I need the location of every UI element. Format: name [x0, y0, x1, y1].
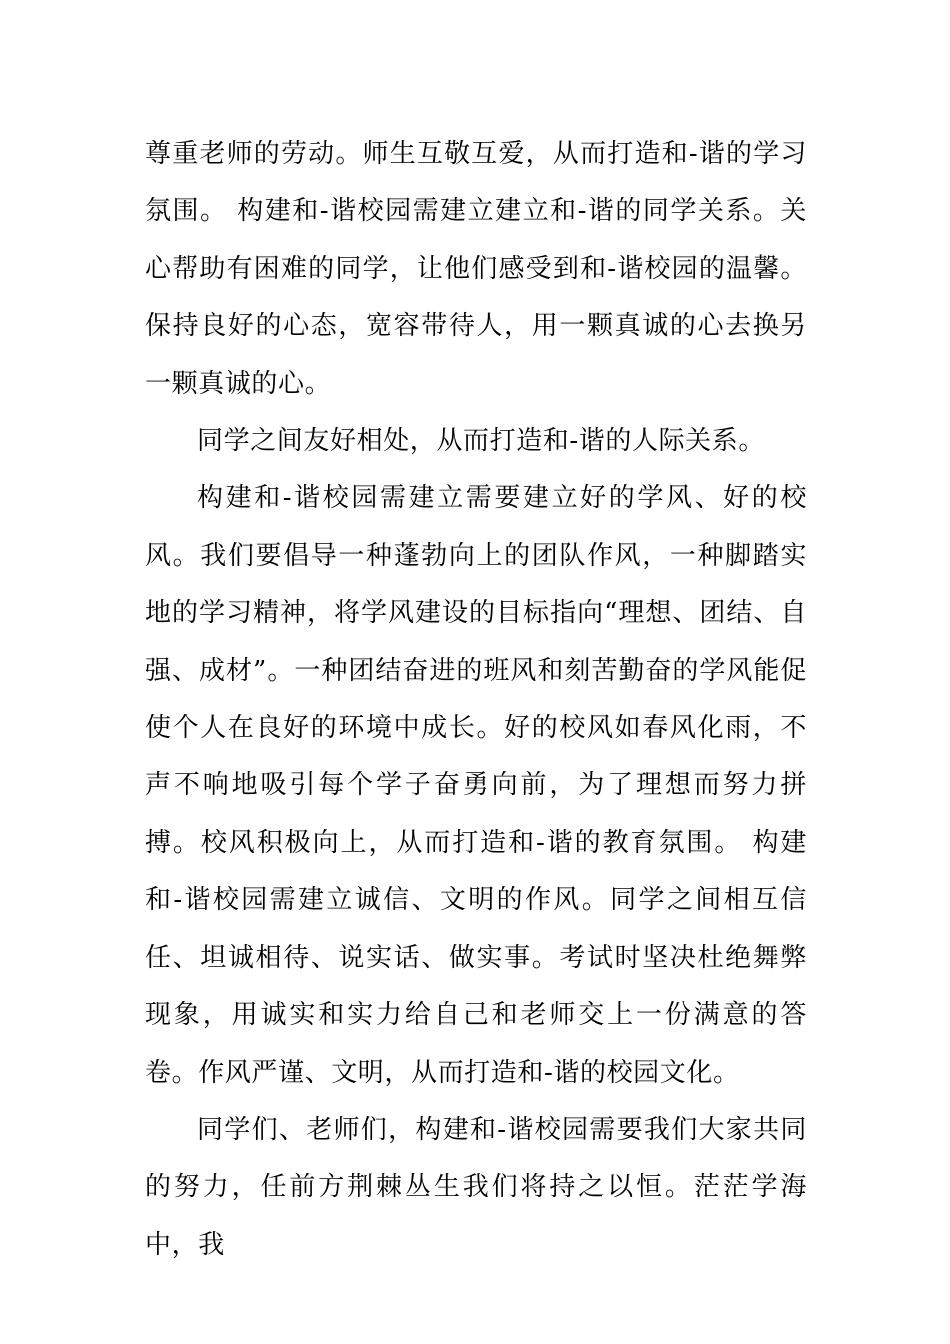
- paragraph-4: 同学们、老师们，构建和-谐校园需要我们大家共同的努力，任前方荆棘丛生我们将持之以恒。茫茫学海中，我: [145, 1114, 807, 1260]
- paragraph-3: 构建和-谐校园需建立需要建立好的学风、好的校风。我们要倡导一种蓬勃向上的团队作风，一种脚踏实地的学习精神，将学风建设的目标指向“理想、团结、自强、成材”。一种团结奋进的班风和刻苦勤奋的学风能促使个人在良好的环境中成长。好的校风如春风化雨，不声不响地吸引每个学子奋勇向前，为了理想而努力拼搏。校风积极向上，从而打造和-谐的教育氛围。 构建和-谐校园需建立诚信、文明的作风。同学之间相互信任、坦诚相待、说实话、做实事。考试时坚决杜绝舞弊现象，用诚实和实力给自己和老师交上一份满意的答卷。作风严谨、文明，从而打造和-谐的校园文化。: [145, 483, 807, 1088]
- paragraph-1: 尊重老师的劳动。师生互敬互爱，从而打造和-谐的学习氛围。 构建和-谐校园需建立建立和-谐的同学关系。关心帮助有困难的同学，让他们感受到和-谐校园的温馨。保持良好的心态，宽容带待人，用一颗真诚的心去换另一颗真诚的心。: [145, 139, 807, 399]
- paragraph-2: 同学之间友好相处，从而打造和-谐的人际关系。: [197, 426, 765, 457]
- document-body: [145, 126, 807, 1274]
